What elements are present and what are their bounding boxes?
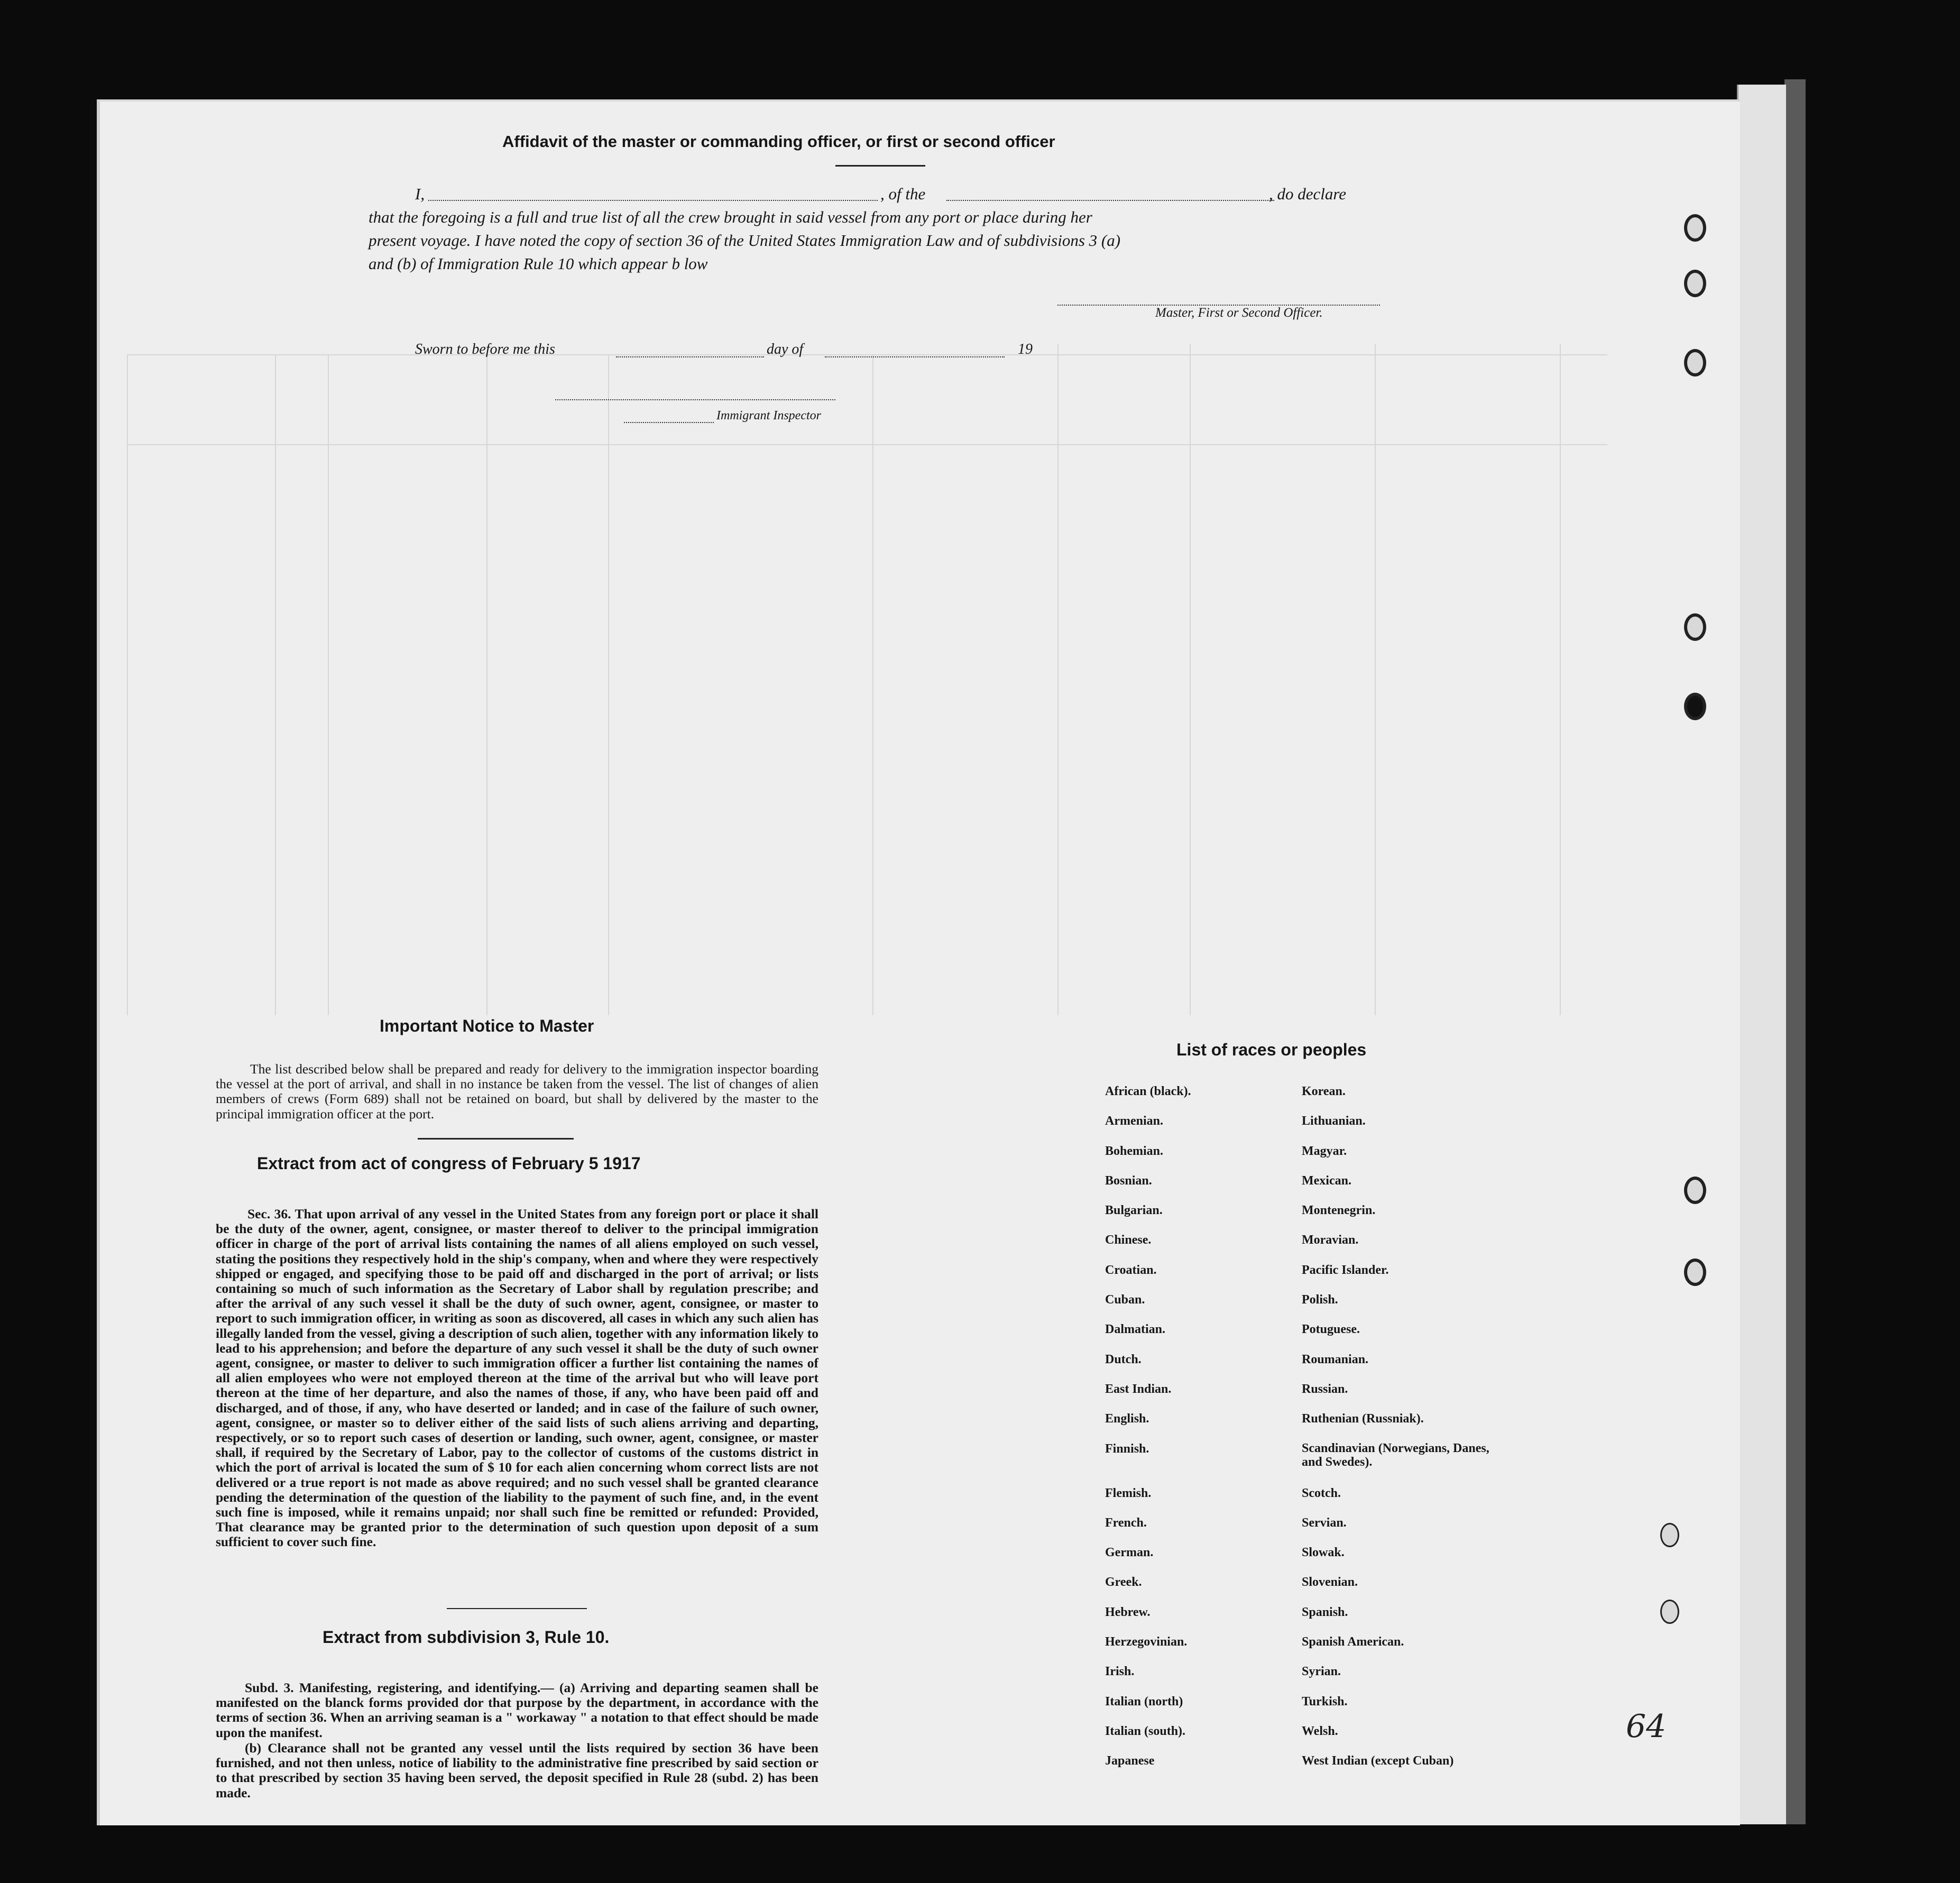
notice-title: Important Notice to Master bbox=[380, 1016, 594, 1035]
races-title: List of races or peoples bbox=[1176, 1040, 1367, 1059]
bleed-line bbox=[328, 354, 329, 1015]
binder-hole bbox=[1684, 693, 1706, 720]
notice-text: The list described below shall be prepared and ready for delivery to the immigration inspector boarding the vessel at the port of arrival, and shall in no instance be taken from the vessel. The list of changes of alien members of crews (Form 689) shall not be retained on board, but shall by delivered by the master to the principal immigration officer at the port. bbox=[216, 1061, 818, 1122]
race-item: Finnish. bbox=[1105, 1441, 1149, 1456]
race-item: Bosnian. bbox=[1105, 1173, 1152, 1188]
race-item: Italian (south). bbox=[1105, 1724, 1186, 1738]
race-item: Flemish. bbox=[1105, 1486, 1152, 1500]
bleed-line bbox=[486, 354, 487, 1015]
scan-border bbox=[1784, 79, 1806, 1824]
race-item: Magyar. bbox=[1302, 1144, 1347, 1158]
race-item: East Indian. bbox=[1105, 1382, 1172, 1396]
inspector-label: Immigrant Inspector bbox=[716, 409, 821, 422]
affidavit-line: present voyage. I have noted the copy of section 36 of the United States Immigration Law and of subdivisions 3 (a) bbox=[369, 231, 1121, 250]
race-item: Cuban. bbox=[1105, 1293, 1145, 1307]
page-right-margin bbox=[1737, 85, 1786, 1824]
binder-hole bbox=[1684, 1259, 1706, 1286]
race-item: Lithuanian. bbox=[1302, 1114, 1366, 1128]
document-page bbox=[97, 99, 1740, 1825]
handwritten-note: 64 bbox=[1626, 1708, 1667, 1745]
race-item: Roumanian. bbox=[1302, 1352, 1369, 1366]
bleed-line bbox=[275, 354, 276, 1015]
affidavit-i: I, bbox=[415, 185, 425, 203]
race-item: Italian (north) bbox=[1105, 1694, 1183, 1709]
race-item: Mexican. bbox=[1302, 1173, 1351, 1188]
race-item: Armenian. bbox=[1105, 1114, 1163, 1128]
race-item: Spanish American. bbox=[1302, 1635, 1404, 1649]
race-item: Pacific Islander. bbox=[1302, 1263, 1389, 1277]
race-item: Spanish. bbox=[1302, 1605, 1348, 1619]
race-item: Ruthenian (Russniak). bbox=[1302, 1412, 1424, 1426]
race-item: Slowak. bbox=[1302, 1546, 1345, 1560]
affidavit-line: and (b) of Immigration Rule 10 which appear b low bbox=[369, 254, 708, 273]
binder-hole bbox=[1684, 613, 1706, 641]
bleed-line bbox=[872, 354, 873, 1015]
race-item: Croatian. bbox=[1105, 1263, 1157, 1277]
race-item: Polish. bbox=[1302, 1293, 1338, 1307]
binder-hole bbox=[1684, 270, 1706, 297]
race-item: Chinese. bbox=[1105, 1233, 1152, 1247]
binder-hole bbox=[1684, 349, 1706, 376]
race-item: Moravian. bbox=[1302, 1233, 1359, 1247]
race-item: African (black). bbox=[1105, 1085, 1191, 1098]
sworn-day-of: day of bbox=[767, 341, 804, 357]
inspector-dotline bbox=[624, 422, 714, 423]
extract-rule-title: Extract from subdivision 3, Rule 10. bbox=[323, 1628, 610, 1647]
race-item: Syrian. bbox=[1302, 1665, 1341, 1679]
sworn-year: 19 bbox=[1018, 341, 1033, 357]
race-item: French. bbox=[1105, 1515, 1147, 1530]
race-item: Herzegovinian. bbox=[1105, 1635, 1188, 1649]
race-item: Bohemian. bbox=[1105, 1144, 1164, 1158]
extract-rule-para-a: Subd. 3. Manifesting, registering, and identifying.— (a) Arriving and departing seamen shall be manifested on the blanck forms provided dor that purpose by the department, in accordance with the terms of section 36. When an arriving seaman is a " workaway " a notation to that effect should be made upon the manifest. bbox=[216, 1680, 818, 1740]
binder-hole bbox=[1660, 1523, 1679, 1547]
race-item: Hebrew. bbox=[1105, 1605, 1151, 1619]
divider bbox=[447, 1608, 587, 1609]
race-item: English. bbox=[1105, 1412, 1149, 1426]
race-item: Montenegrin. bbox=[1302, 1204, 1376, 1218]
date-blank bbox=[616, 356, 764, 357]
extract-act-title: Extract from act of congress of February 5 1917 bbox=[257, 1154, 641, 1173]
race-item: Potuguese. bbox=[1302, 1322, 1360, 1337]
affidavit-title: Affidavit of the master or commanding officer, or first or second officer bbox=[502, 132, 1055, 151]
race-item: Dalmatian. bbox=[1105, 1322, 1165, 1337]
sworn-prefix: Sworn to before me this bbox=[415, 341, 555, 357]
bleed-line bbox=[608, 354, 609, 1015]
extract-rule-para-b: (b) Clearance shall not be granted any vessel until the lists required by section 36 have been furnished, and not then unless, notice of liability to the administrative fine prescribed by said section or to that prescribed by section 35 having been served, the deposit specified in Rule 28 (subd. 2) has been made. bbox=[216, 1740, 818, 1801]
race-item: Scandinavian (Norwegians, Danes, and Swedes). bbox=[1302, 1441, 1489, 1469]
bleed-line bbox=[127, 354, 1607, 355]
races-right-column bbox=[1302, 1084, 1492, 1784]
race-item: Greek. bbox=[1105, 1575, 1142, 1590]
race-item: Japanese bbox=[1105, 1754, 1155, 1768]
races-left-column bbox=[1105, 1084, 1285, 1784]
affidavit-of-the: , of the bbox=[880, 185, 926, 203]
race-item: Servian. bbox=[1302, 1515, 1347, 1530]
affidavit-do-declare: , do declare bbox=[1269, 185, 1347, 203]
name-blank bbox=[428, 200, 878, 201]
inspector-signature-line bbox=[555, 399, 835, 400]
binder-hole bbox=[1660, 1600, 1679, 1624]
binder-hole bbox=[1684, 1177, 1706, 1204]
race-item: Welsh. bbox=[1302, 1724, 1338, 1738]
bleed-line bbox=[127, 444, 1607, 445]
race-item: Korean. bbox=[1302, 1085, 1346, 1098]
extract-act-text: Sec. 36. That upon arrival of any vessel in the United States from any foreign port or place it shall be the duty of the owner, agent, consignee, or master thereof to deliver to the principal immigration officer in charge of the port of arrival lists containing the names of all aliens employed on such vessel, stating the positions they respectively hold in the ship's company, when and where they were respectively shipped or engaged, and specifying those to be paid off and discharged in the port of arrival; or lists containing so much of such information as the Secretary of Labor shall by regulation prescribe; and after the arrival of any such vessel it shall be the duty of such owner, agent, consignee, or master to report to such immigration officer, in writing as soon as discovered, all cases in which any such alien has illegally landed from the vessel, giving a description of such alien, together with any information likely to lead to his apprehension; and before the departure of any such vessel it shall be the duty of such owner agent, consignee, or master to deliver to such immigration officer a further list containing the names of all alien employees who were not employed thereon at the time of the arrival but who will leave port thereon at the time of her departure, and also the names of those, if any, who have been paid off and discharged, and of those, if any, who have deserted or landed; and in case of the failure of such owner, agent, consignee, or master so to deliver either of the said lists of such aliens arriving and departing, respectively, or so to report such cases of desertion or landing, such owner, agent, consignee, or master shall, if required by the Secretary of Labor, pay to the collector of customs of the customs district in which the port of arrival is located the sum of $ 10 for each alien concerning whom correct lists are not delivered or a true report is not made as above required; and no such vessel shall be granted clearance pending the determination of the question of the liability to the payment of such fine, and, in the event such fine is imposed, while it remains unpaid; nor shall such fine be remitted or refunded: Provided, That clearance may be granted prior to the determination of such question upon deposit of a sum sufficient to cover such fine. bbox=[216, 1206, 818, 1550]
bleed-line bbox=[127, 354, 128, 1015]
race-item: Russian. bbox=[1302, 1382, 1348, 1396]
race-item: Slovenian. bbox=[1302, 1575, 1358, 1590]
race-item: Turkish. bbox=[1302, 1694, 1348, 1709]
title-underline bbox=[835, 165, 925, 167]
race-item: Bulgarian. bbox=[1105, 1204, 1163, 1218]
divider bbox=[418, 1138, 574, 1140]
binder-hole bbox=[1684, 214, 1706, 242]
vessel-blank bbox=[946, 200, 1274, 201]
race-item: German. bbox=[1105, 1546, 1154, 1560]
signature-label: Master, First or Second Officer. bbox=[1155, 306, 1323, 320]
race-item: West Indian (except Cuban) bbox=[1302, 1754, 1454, 1768]
race-item: Scotch. bbox=[1302, 1486, 1341, 1500]
month-blank bbox=[825, 356, 1005, 357]
affidavit-line: that the foregoing is a full and true list of all the crew brought in said vessel from any port or place during her bbox=[369, 208, 1092, 226]
race-item: Dutch. bbox=[1105, 1352, 1142, 1366]
race-item: Irish. bbox=[1105, 1665, 1135, 1679]
